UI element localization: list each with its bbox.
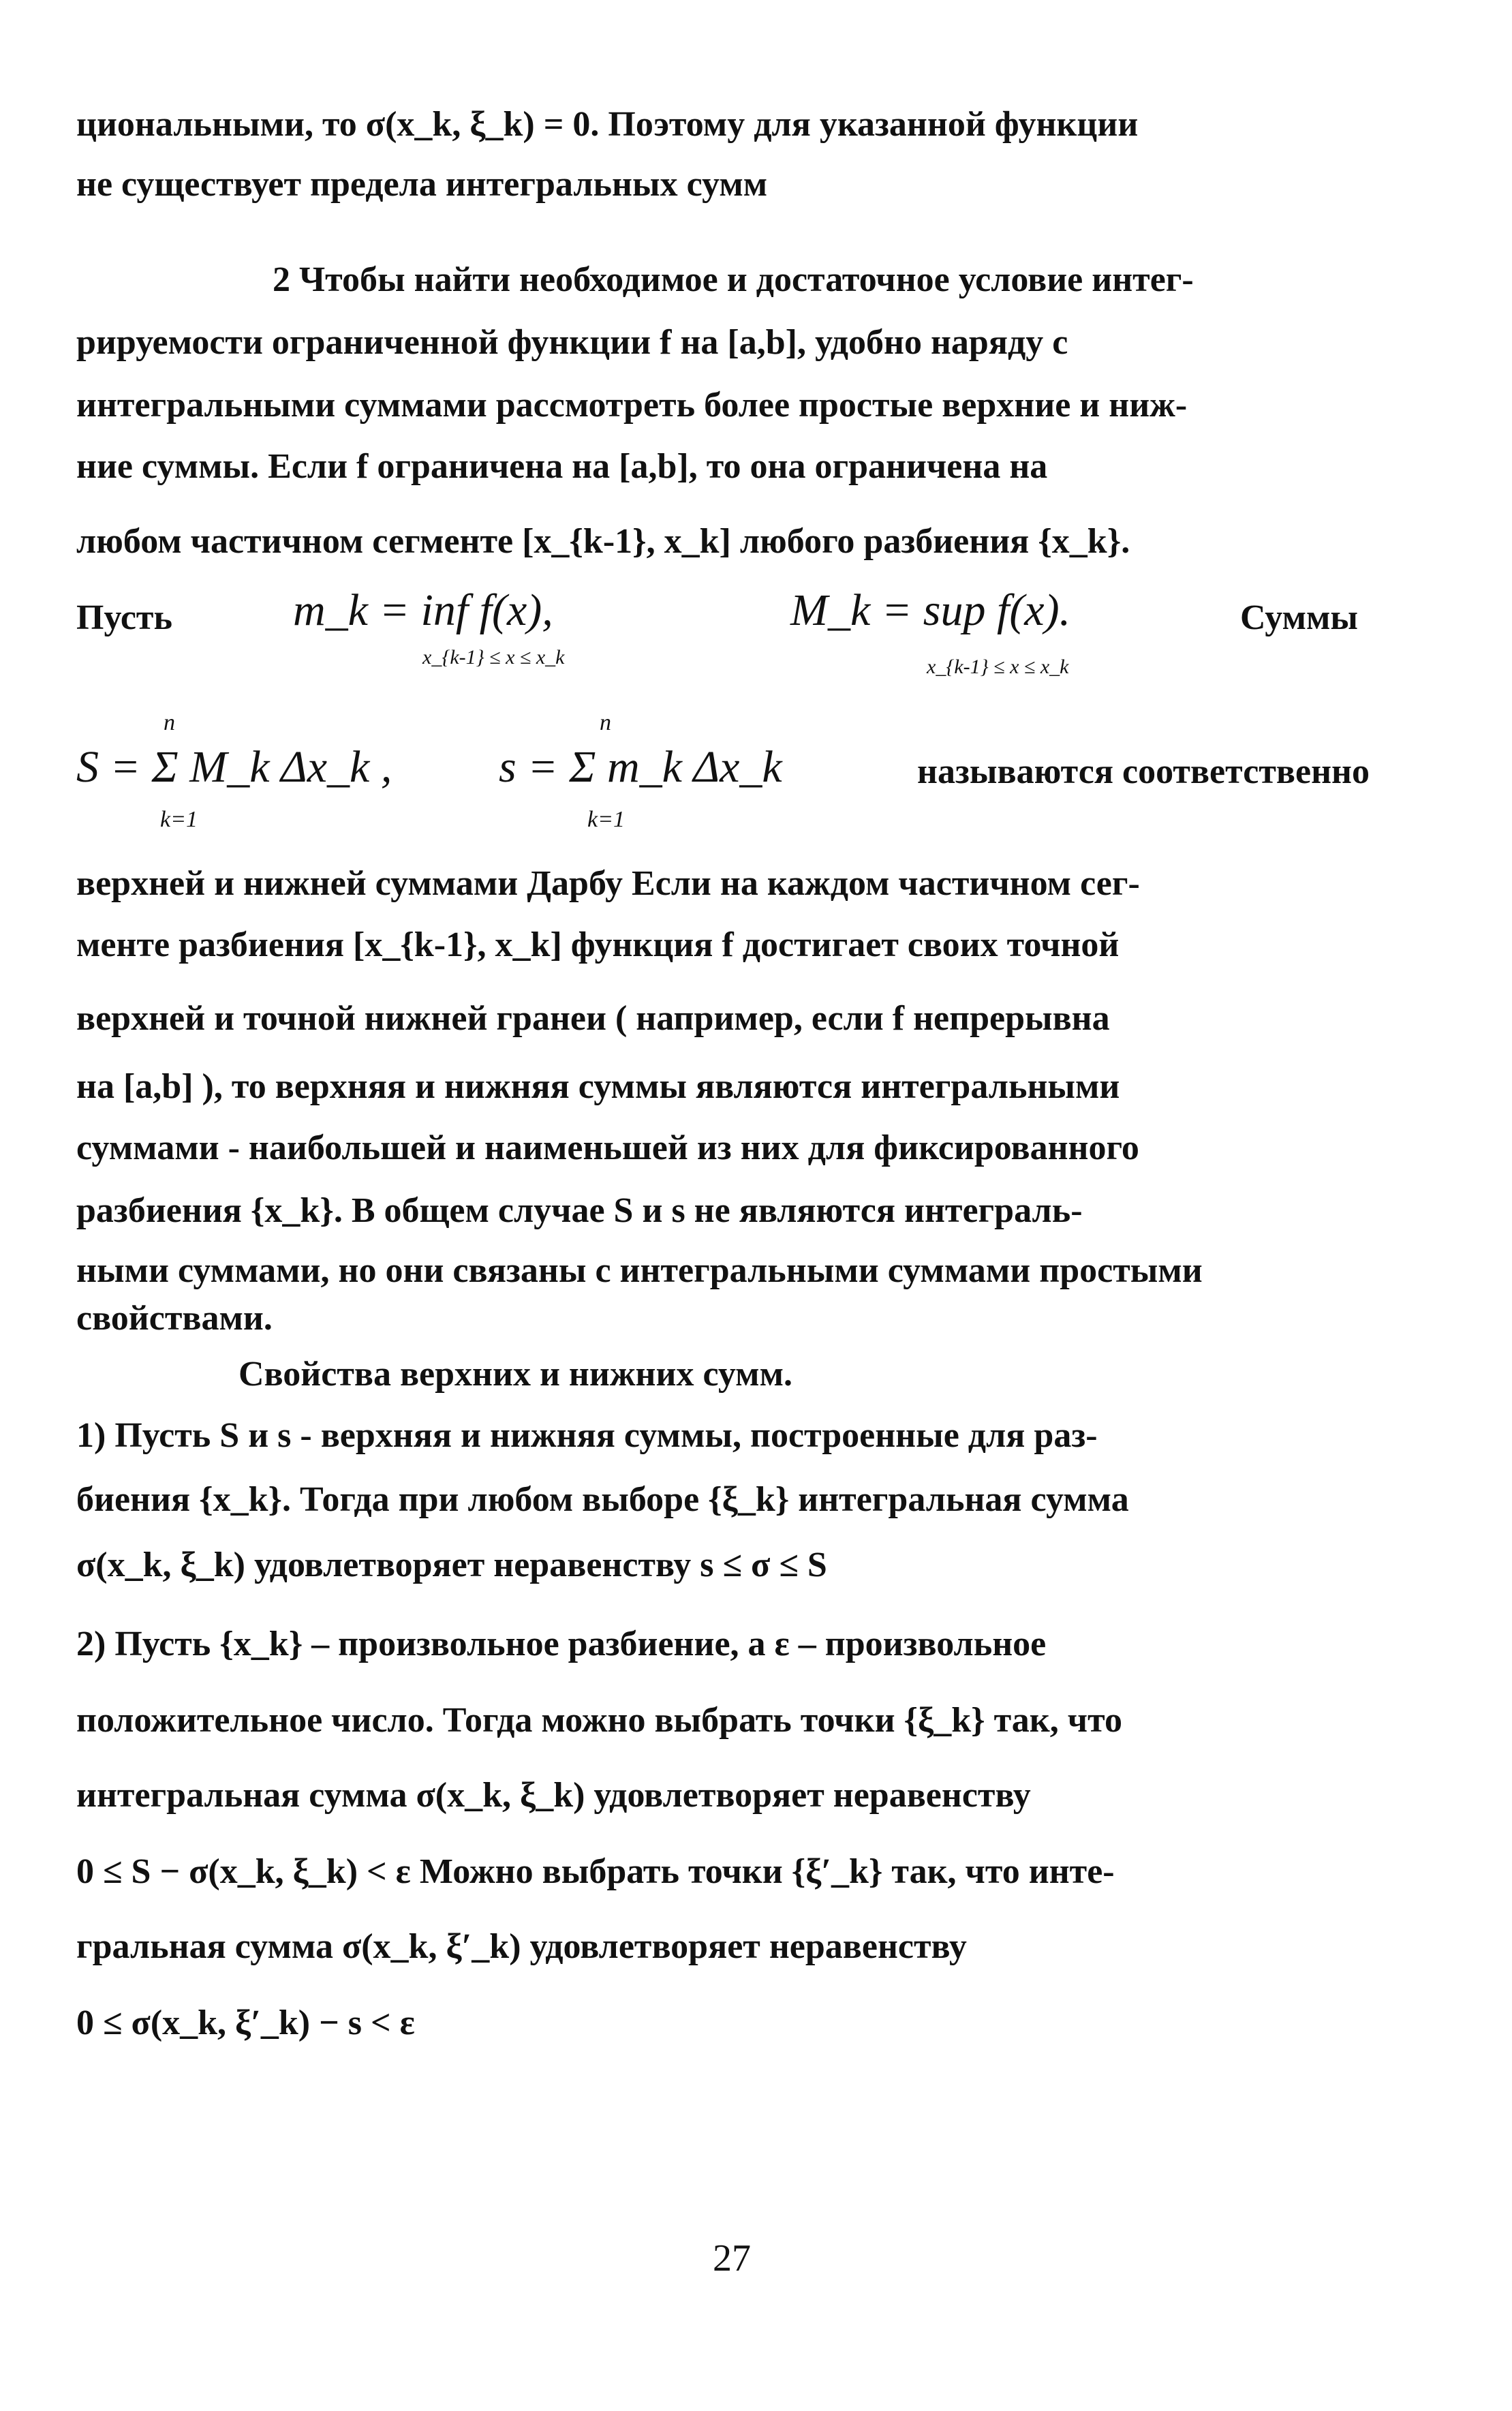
sum-upper-limit: n bbox=[164, 710, 175, 735]
text-line: ние суммы. Если f ограничена на [a,b], то она ограничена на bbox=[76, 447, 1048, 486]
text-fragment: называются соответственно bbox=[917, 752, 1370, 791]
sum-upper-limit: n bbox=[600, 710, 611, 735]
sup-limit: x_{k-1} ≤ x ≤ x_k bbox=[927, 656, 1069, 678]
text-line: на [a,b] ), то верхняя и нижняя суммы являются интегральными bbox=[76, 1067, 1120, 1106]
text-fragment: Пусть bbox=[76, 598, 172, 637]
text-line: не существует предела интегральных сумм bbox=[76, 165, 768, 204]
text-line: 0 ≤ σ(x_k, ξ′_k) − s < ε bbox=[76, 2003, 415, 2042]
section-heading: Свойства верхних и нижних сумм. bbox=[238, 1355, 793, 1394]
text-line: 2 Чтобы найти необходимое и достаточное условие интег- bbox=[273, 260, 1194, 299]
formula-lower-sum: s = Σ m_k Δx_k bbox=[499, 742, 782, 792]
text-line: менте разбиения [x_{k-1}, x_k] функция f достигает своих точной bbox=[76, 925, 1120, 964]
formula-sup: M_k = sup f(x). bbox=[790, 585, 1071, 635]
text-line: 1) Пусть S и s - верхняя и нижняя суммы, построенные для раз- bbox=[76, 1416, 1098, 1455]
text-line: биения {x_k}. Тогда при любом выборе {ξ_k} интегральная сумма bbox=[76, 1480, 1129, 1519]
text-line: ными суммами, но они связаны с интегральными суммами простыми bbox=[76, 1251, 1203, 1290]
text-line: любом частичном сегменте [x_{k-1}, x_k] любого разбиения {x_k}. bbox=[76, 522, 1130, 561]
text-line: интегральная сумма σ(x_k, ξ_k) удовлетворяет неравенству bbox=[76, 1776, 1031, 1815]
text-line: циональными, то σ(x_k, ξ_k) = 0. Поэтому для указанной функции bbox=[76, 105, 1139, 144]
text-line: верхней и точной нижней гранеи ( например, если f непрерывна bbox=[76, 999, 1110, 1038]
text-line: положительное число. Тогда можно выбрать точки {ξ_k} так, что bbox=[76, 1701, 1122, 1740]
text-line: интегральными суммами рассмотреть более простые верхние и ниж- bbox=[76, 386, 1188, 425]
page-number: 27 bbox=[713, 2237, 751, 2279]
text-line: рируемости ограниченной функции f на [a,b], удобно наряду с bbox=[76, 323, 1068, 362]
sum-lower-limit: k=1 bbox=[160, 807, 198, 832]
inf-limit: x_{k-1} ≤ x ≤ x_k bbox=[422, 646, 565, 669]
formula-inf: m_k = inf f(x), bbox=[293, 585, 553, 635]
text-line: σ(x_k, ξ_k) удовлетворяет неравенству s ≤ σ ≤ S bbox=[76, 1546, 827, 1584]
text-line: 0 ≤ S − σ(x_k, ξ_k) < ε Можно выбрать точки {ξ′_k} так, что инте- bbox=[76, 1852, 1115, 1891]
text-line: верхней и нижней суммами Дарбу Если на каждом частичном сег- bbox=[76, 864, 1140, 903]
sum-lower-limit: k=1 bbox=[587, 807, 626, 832]
text-line: суммами - наибольшей и наименьшей из них для фиксированного bbox=[76, 1128, 1139, 1167]
formula-upper-sum: S = Σ M_k Δx_k , bbox=[76, 742, 392, 792]
text-line: разбиения {x_k}. В общем случае S и s не являются интеграль- bbox=[76, 1191, 1083, 1230]
text-line: свойствами. bbox=[76, 1299, 273, 1338]
text-line: гральная сумма σ(x_k, ξ′_k) удовлетворяет неравенству bbox=[76, 1927, 967, 1966]
text-line: 2) Пусть {x_k} – произвольное разбиение, а ε – произвольное bbox=[76, 1625, 1047, 1663]
text-fragment: Суммы bbox=[1240, 598, 1359, 637]
